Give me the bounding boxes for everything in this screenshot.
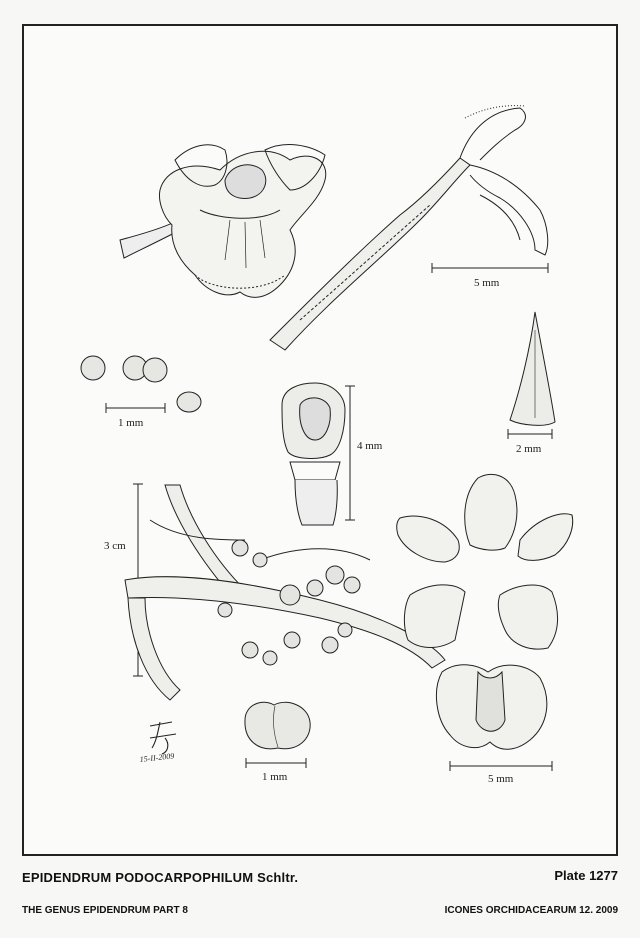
anther-cap xyxy=(510,312,555,425)
dissected-perianth xyxy=(397,474,573,649)
journal-reference: ICONES ORCHIDACEARUM 12. 2009 xyxy=(444,905,618,916)
seed-cap xyxy=(245,702,310,748)
column-front-scale-label: 4 mm xyxy=(357,440,383,452)
column-front-scale-bar xyxy=(345,386,355,520)
anther-cap-scale-bar xyxy=(508,429,552,439)
lip-scale-label: 5 mm xyxy=(488,773,514,785)
flower-front-view xyxy=(120,145,326,298)
svg-text:15-II-2009: 15-II-2009 xyxy=(139,751,175,764)
lip-scale-bar xyxy=(450,761,552,771)
species-title: EPIDENDRUM PODOCARPOPHILUM Schltr. xyxy=(22,870,299,885)
column-front-view xyxy=(282,383,345,525)
seed-cap-scale-bar xyxy=(246,758,306,768)
pollinia xyxy=(81,356,201,412)
pollinia-scale-label: 1 mm xyxy=(118,417,144,429)
plate-number: Plate 1277 xyxy=(554,868,618,883)
pollinia-scale-bar xyxy=(106,403,165,413)
artist-signature xyxy=(139,722,176,764)
series-name: THE GENUS EPIDENDRUM PART 8 xyxy=(22,905,188,916)
seed-cap-scale-label: 1 mm xyxy=(262,771,288,783)
column-side-scale-bar xyxy=(432,263,548,273)
habit-inflorescence xyxy=(125,485,445,700)
lip xyxy=(436,665,546,750)
column-side-view xyxy=(270,106,548,350)
habit-scale-label: 3 cm xyxy=(104,540,126,552)
column-side-scale-label: 5 mm xyxy=(474,277,500,289)
anther-cap-scale-label: 2 mm xyxy=(516,443,542,455)
